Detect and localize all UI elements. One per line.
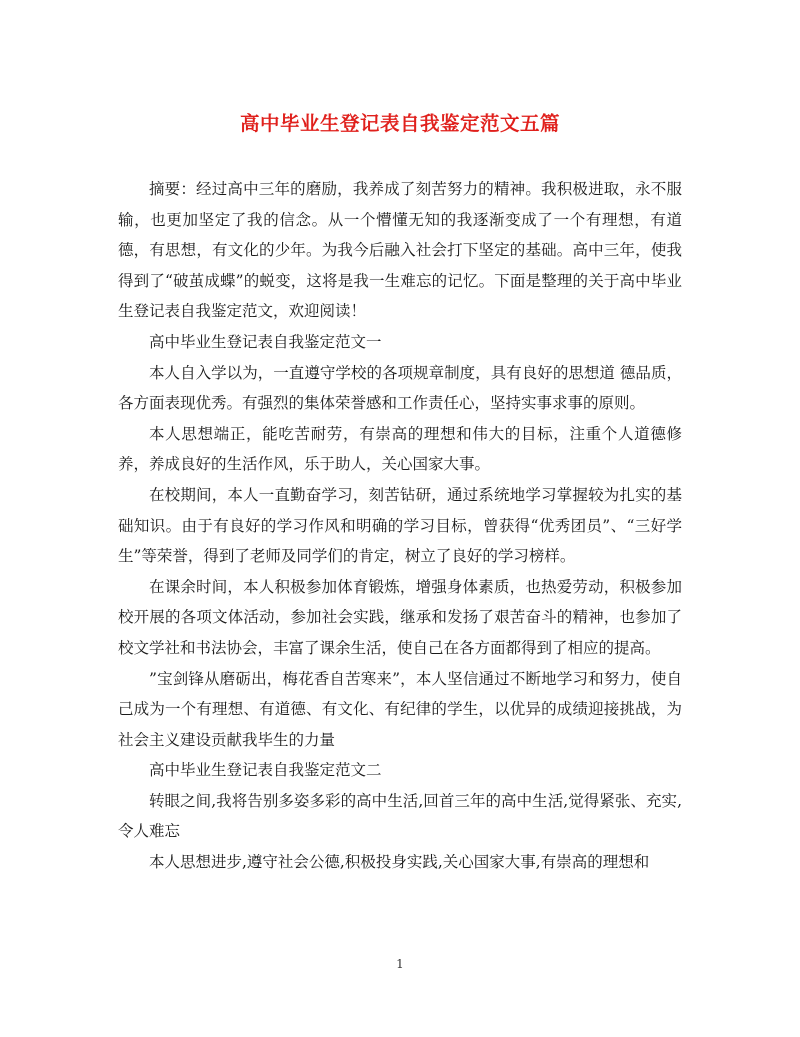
document-title: 高中毕业生登记表自我鉴定范文五篇 <box>239 112 560 135</box>
body-paragraph: ”宝剑锋从磨砺出，梅花香自苦寒来”，本人坚信通过不断地学习和努力，使自己成为一个有理想、有道德、有文化、有纪律的学生，以优异的成绩迎接挑战，为社会主义建设贡献我毕生的力量 <box>118 669 682 749</box>
section-heading-1: 高中毕业生登记表自我鉴定范文一 <box>149 332 382 351</box>
abstract-paragraph: 摘要：经过高中三年的磨励，我养成了刻苦努力的精神。我积极进取，永不服输，也更加坚定了我的信念。从一个懵懂无知的我逐渐变成了一个有理想，有道德，有思想，有文化的少年。为我今后融入社会打下坚定的基础。高中三年，使我得到了“破茧成蝶”的蜕变，这将是我一生难忘的记忆。下面是整理的关于高中毕业生登记表自我鉴定范文，欢迎阅读！ <box>118 180 682 321</box>
body-paragraph: 本人自入学以为，一直遵守学校的各项规章制度，具有良好的思想道 德品质，各方面表现优秀。有强烈的集体荣誉感和工作责任心，坚持实事求事的原则。 <box>118 363 682 413</box>
page-number: 1 <box>396 957 404 971</box>
body-paragraph: 本人思想端正，能吃苦耐劳，有崇高的理想和伟大的目标，注重个人道德修养，养成良好的生活作风，乐于助人，关心国家大事。 <box>118 424 682 474</box>
body-paragraph: 本人思想进步,遵守社会公德,积极投身实践,关心国家大事,有崇高的理想和 <box>149 853 650 872</box>
body-paragraph: 转眼之间,我将告别多姿多彩的高中生活,回首三年的高中生活,觉得紧张、充实,令人难忘 <box>118 791 682 841</box>
body-paragraph: 在课余时间，本人积极参加体育锻炼，增强身体素质，也热爱劳动，积极参加校开展的各项文体活动，参加社会实践，继承和发扬了艰苦奋斗的精神，也参加了校文学社和书法协会，丰富了课余生活，使自己在各方面都得到了相应的提高。 <box>118 577 682 657</box>
section-heading-2: 高中毕业生登记表自我鉴定范文二 <box>149 761 382 780</box>
document-body <box>118 174 682 878</box>
body-paragraph: 在校期间，本人一直勤奋学习，刻苦钻研，通过系统地学习掌握较为扎实的基础知识。由于有良好的学习作风和明确的学习目标，曾获得“优秀团员”、“三好学生”等荣誉，得到了老师及同学们的肯定，树立了良好的学习榜样。 <box>118 485 682 566</box>
